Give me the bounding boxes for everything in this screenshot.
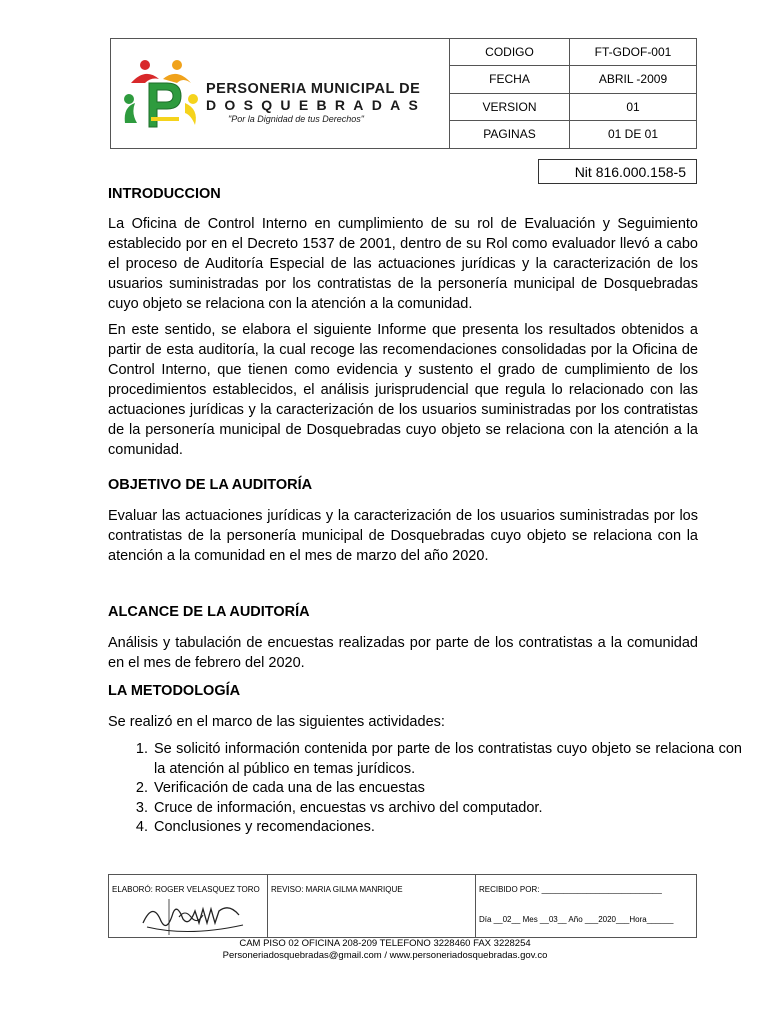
metodologia-paragraph: Se realizó en el marco de las siguientes actividades: xyxy=(108,714,445,730)
intro-heading: INTRODUCCION xyxy=(108,186,221,202)
nit-box: Nit 816.000.158-5 xyxy=(538,159,697,184)
alcance-heading: ALCANCE DE LA AUDITORÍA xyxy=(108,604,310,620)
recibido-cell xyxy=(476,875,696,937)
footer-address: CAM PISO 02 OFICINA 208-209 TELEFONO 3228460 FAX 3228254 xyxy=(239,938,531,949)
list-item: 4. Conclusiones y recomendaciones. xyxy=(152,818,742,838)
alcance-paragraph: Análisis y tabulación de encuestas realizadas por parte de los contratistas a la comunidad en el mes de febrero del 2020. xyxy=(108,635,698,671)
meta-label-codigo: CODIGO xyxy=(450,39,570,66)
meta-value-version: 01 xyxy=(570,94,696,121)
fecha-recibido-text: Día __02__ Mes __03__ Año ___2020___Hora______ xyxy=(479,915,674,924)
list-item: 1. Se solicitó información contenida por parte de los contratistas cuyo objeto se relaciona con la atención al público en temas jurídicos. xyxy=(152,740,742,779)
list-item: 3. Cruce de información, encuestas vs archivo del computador. xyxy=(152,799,742,819)
meta-label-fecha: FECHA xyxy=(450,66,570,93)
meta-label-version: VERSION xyxy=(450,94,570,121)
elaboro-text: ELABORÓ: ROGER VELASQUEZ TORO xyxy=(112,885,260,894)
reviso-cell xyxy=(268,875,476,937)
metodologia-heading: LA METODOLOGÍA xyxy=(108,683,241,699)
metodologia-list xyxy=(108,740,742,838)
intro-paragraph-1: La Oficina de Control Interno en cumplimiento de su rol de Evaluación y Seguimiento establecido por en el Decreto 1537 de 2001, dentro de su Rol como evaluador llevó a cabo el proceso de Auditoría Especial de las actuaciones jurídicas y la caracterización de los usuarios suministradas por los contratistas de la personería municipal de Dosquebradas cuyo objeto se relaciona con la atención a la comunidad. xyxy=(108,216,698,312)
meta-value-fecha: ABRIL -2009 xyxy=(570,66,696,93)
elaboro-cell xyxy=(109,875,268,937)
signature-table xyxy=(108,874,697,938)
footer-contact: Personeriadosquebradas@gmail.com / www.personeriadosquebradas.gov.co xyxy=(222,950,548,961)
meta-value-codigo: FT-GDOF-001 xyxy=(570,39,696,66)
recibido-text: RECIBIDO POR: ___________________________ xyxy=(479,885,662,894)
document-meta-grid xyxy=(450,39,696,148)
intro-paragraph-2: En este sentido, se elabora el siguiente Informe que presenta los resultados obtenidos a partir de esta auditoría, la cual recoge las recomendaciones consolidadas por la Oficina de Control Interno, que tienen como evidencia y sustento el grado de cumplimiento de los procedimientos establecidos, el análisis jurisprudencial que regula lo relacionado con las actuaciones jurídicas y la caracterización de los usuarios suministradas por los contratistas de la personería municipal de Dosquebradas cuyo objeto se relaciona con la atención a la comunidad. xyxy=(108,322,698,458)
signature-icon xyxy=(139,893,249,937)
logo-subtitle: DOSQUEBRADAS xyxy=(206,97,427,113)
meta-value-paginas: 01 DE 01 xyxy=(607,127,659,142)
objetivo-paragraph: Evaluar las actuaciones jurídicas y la caracterización de los usuarios suministradas por los contratistas de la personería municipal de Dosquebradas cuyo objeto se relaciona con la atención a la comunidad en el mes de marzo del año 2020. xyxy=(108,508,698,564)
logo-title: PERSONERIA MUNICIPAL DE xyxy=(206,81,421,97)
reviso-text: REVISO: MARIA GILMA MANRIQUE xyxy=(271,885,403,894)
list-item: 2. Verificación de cada una de las encuestas xyxy=(152,779,742,799)
meta-label-paginas: PAGINAS xyxy=(450,121,570,148)
logo-cell xyxy=(111,39,450,148)
logo-slogan: "Por la Dignidad de tus Derechos" xyxy=(228,114,364,124)
header-table xyxy=(110,38,697,149)
objetivo-heading: OBJETIVO DE LA AUDITORÍA xyxy=(108,477,313,493)
personeria-logo-icon xyxy=(121,53,201,133)
